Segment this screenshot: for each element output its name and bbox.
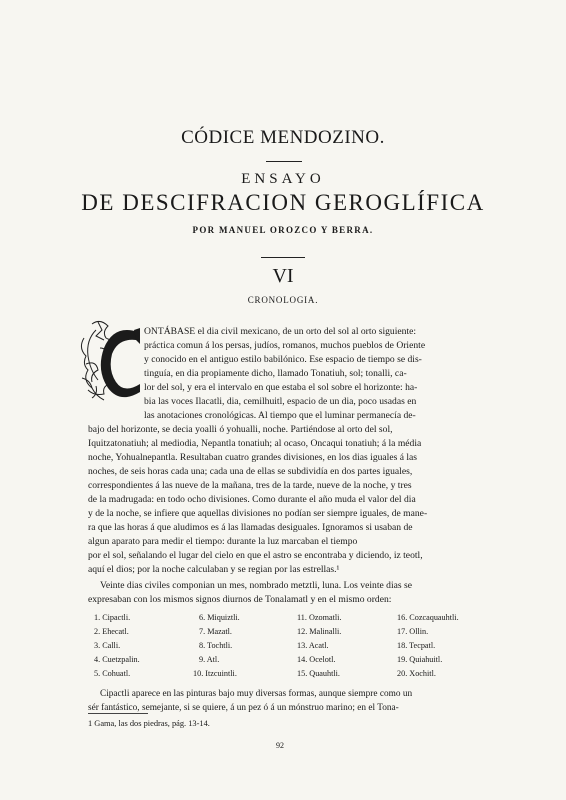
author-byline: POR MANUEL OROZCO Y BERRA.: [192, 225, 374, 235]
day-sign: 17. Ollin.: [397, 627, 429, 636]
text-line: Iquitzatonatiuh; al mediodia, Nepantla tonatiuh; al ocaso, Oncaqui tonatiuh; á la média: [88, 438, 422, 449]
text-line: noche, Yohualnepantla. Resultaban cuatro grandes divisiones, en los dias iguales á las: [88, 452, 418, 463]
text-line: noches, de seis horas cada una; cada una de ellas se subdividía en dos partes iguales,: [88, 466, 413, 477]
day-sign: 1. Cipactli.: [94, 613, 131, 622]
day-sign: 20. Xochitl.: [397, 669, 436, 678]
day-sign: 11. Ozomatli.: [297, 613, 342, 622]
text-line: por el sol, señalando el lugar del cielo en que el astro se encontraba y diciendo, iz teotl,: [88, 550, 423, 561]
text-line: expresaban con los mismos signos diurnos de Tonalamatl y en el mismo orden:: [88, 594, 392, 605]
day-sign: 18. Tecpatl.: [397, 641, 436, 650]
day-sign: 6. Miquiztli.: [199, 613, 240, 622]
day-sign: 10. Itzcuintli.: [193, 669, 237, 678]
day-sign: 8. Tochtli.: [199, 641, 233, 650]
day-sign: 15. Quauhtli.: [297, 669, 340, 678]
text-line: Cipactli aparece en las pinturas bajo muy diversas formas, aunque siempre como un: [100, 689, 413, 699]
text-line: de la madrugada: en todo ocho divisiones. Como durante el año muda el valor del dia: [88, 494, 416, 505]
text-line: tinguía, en dia propiamente dicho, llamado Tonatiuh, sol; tonalli, ca-: [144, 368, 407, 379]
day-sign: 3. Calli.: [94, 641, 121, 650]
day-sign: 12. Malinalli.: [297, 627, 342, 636]
day-sign: 9. Atl.: [199, 655, 220, 664]
text-line: bajo del horizonte, se decia yoalli ó yohualli, noche. Partiéndose al orto del sol,: [88, 424, 393, 435]
text-line: y de la noche, se infiere que aquellas divisiones no podían ser siempre iguales, de mane-: [88, 508, 428, 519]
day-sign: 5. Cohuatl.: [94, 669, 131, 678]
day-sign: 2. Ehecatl.: [94, 627, 129, 636]
decorated-initial-c-icon: [78, 318, 144, 408]
text-line: ra que las horas á que aludimos es á las llamadas desiguales. Ignoramos si usaban de: [88, 522, 413, 533]
text-line: sér fantástico, semejante, si se quiere, á un pez ó á un mónstruo marino; en el Tona-: [88, 703, 399, 713]
day-sign: 14. Ocelotl.: [297, 655, 336, 664]
page-number: 92: [276, 741, 284, 750]
footnote-rule: [88, 713, 148, 714]
text-line: algun aparato para medir el tiempo: durante la luz marcaban el tiempo: [88, 536, 358, 547]
section-numeral: VI: [272, 265, 294, 287]
section-rule: [261, 257, 305, 258]
text-line: correspondientes á las nueve de la mañana, tres de la tarde, nueve de la noche, y tres: [88, 480, 412, 491]
footnote: 1 Gama, las dos piedras, pág. 13-14.: [88, 719, 210, 728]
section-subtitle: CRONOLOGIA.: [247, 295, 319, 305]
text-line: práctica comun á los persas, judíos, romanos, muchos pueblos de Oriente: [144, 340, 426, 351]
text-line: y conocido en el antiguo estilo babilónico. Ese espacio de tiempo se dis-: [144, 354, 422, 365]
article-title: DE DESCIFRACION GEROGLÍFICA: [81, 190, 485, 215]
header-codice: CÓDICE MENDOZINO.: [181, 127, 385, 148]
text-line: lor del sol, y era el intervalo en que estaba el sol sobre el horizonte: ha-: [144, 382, 418, 393]
day-sign: 4. Cuetzpalin.: [94, 655, 140, 664]
day-sign: 16. Cozcaquauhtli.: [397, 613, 459, 622]
text-line: bia las voces Ilacatli, dia, cemilhuitl, espacio de un dia, poco usadas en: [144, 396, 417, 407]
day-sign: 7. Mazatl.: [199, 627, 232, 636]
header-rule: [266, 161, 302, 162]
text-line: aquí el dios; por la noche calculaban y se regian por las estrellas.¹: [88, 564, 340, 575]
day-sign: 13. Acatl.: [297, 641, 329, 650]
text-line: ONTÁBASE el dia civil mexicano, de un orto del sol al orto siguiente:: [144, 326, 417, 337]
text-line: las anotaciones cronológicas. Al tiempo que el luminar permanecía de-: [144, 410, 416, 421]
header-ensayo: ENSAYO: [241, 171, 325, 187]
text-line: Veinte dias civiles componian un mes, nombrado metztli, luna. Los veinte dias se: [100, 580, 412, 591]
day-sign: 19. Quiahuitl.: [397, 655, 443, 664]
